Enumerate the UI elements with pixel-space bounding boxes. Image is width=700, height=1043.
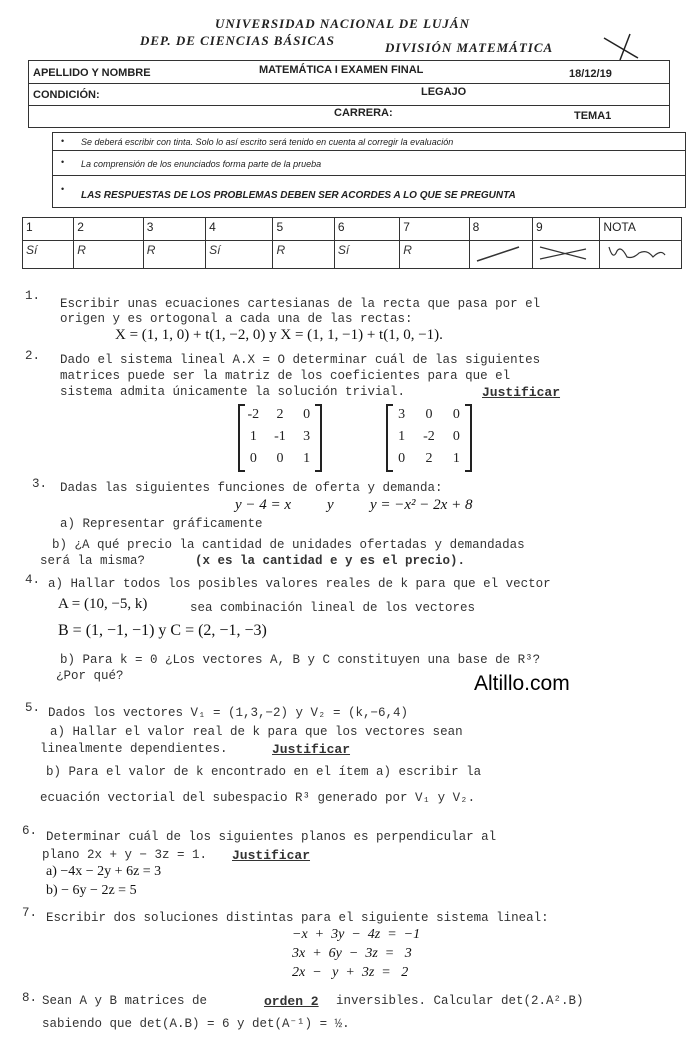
handwritten-grade-icon	[603, 243, 669, 263]
apellido-label: APELLIDO Y NOMBRE	[33, 67, 151, 79]
legajo-label: LEGAJO	[421, 86, 467, 98]
grid-answer-cell: R	[74, 241, 143, 269]
q5-part-b: b) Para el valor de k encontrado en el ítem a) escribir la	[46, 765, 482, 779]
q5-justify: Justificar	[272, 742, 351, 757]
q7-text: Escribir dos soluciones distintas para el siguiente sistema lineal:	[46, 911, 549, 925]
q2-number: 2.	[25, 349, 41, 363]
q5-number: 5.	[25, 701, 41, 715]
carrera-label: CARRERA:	[334, 107, 393, 119]
grid-header-cell: 2	[74, 218, 143, 241]
exam-date: 18/12/19	[569, 68, 612, 80]
q2-text: sistema admita únicamente la solución trivial.	[60, 385, 406, 399]
q3-part-b: será la misma?	[40, 554, 146, 568]
q3-separator: y	[327, 497, 334, 513]
student-info-box	[28, 60, 670, 128]
q6-plane-b: b) − 6y − 2z = 5	[46, 883, 137, 898]
grid-header-cell: 3	[143, 218, 205, 241]
slash-mark-icon	[473, 243, 523, 263]
altillo-watermark: Altillo.com	[474, 672, 570, 695]
q8-number: 8.	[22, 991, 38, 1005]
instruction-2: La comprensión de los enunciados forma parte de la prueba	[81, 159, 322, 169]
q3-number: 3.	[32, 477, 48, 491]
q4-vectors-bc: B = (1, −1, −1) y C = (2, −1, −3)	[58, 622, 267, 639]
grid-header-cell: 7	[400, 218, 469, 241]
q6-text: plano 2x + y − 3z = 1.	[42, 848, 208, 862]
grid-header-cell: 8	[469, 218, 532, 241]
grid-answer-cell	[600, 241, 682, 269]
q2-text: Dado el sistema lineal A.X = O determinar cuál de las siguientes	[60, 353, 541, 367]
q8-orden: orden 2	[264, 994, 319, 1009]
q8-text: inversibles. Calcular det(2.A².B)	[336, 994, 584, 1008]
q3-part-b-note: (x es la cantidad e y es el precio).	[195, 554, 466, 568]
grid-answer-cell	[469, 241, 532, 269]
grid-answer-cell: R	[400, 241, 469, 269]
q2-justify: Justificar	[482, 385, 561, 400]
q3-supply: y − 4 = x	[235, 497, 292, 513]
answer-grid	[22, 217, 682, 269]
instruction-1: Se deberá escribir con tinta. Solo lo así escrito será tenido en cuenta al corregir la evaluación	[81, 137, 454, 147]
q2-text: matrices puede ser la matriz de los coeficientes para que el	[60, 369, 511, 383]
instructions-box: • Se deberá escribir con tinta. Solo lo así escrito será tenido en cuenta al corregir la evaluación • La comprensión de los enunciados forma parte de la prueba • LAS RESPUESTAS DE LOS PROBLEMAS DEBEN SER ACORDES A LO QUE SE PREGUNTA	[52, 132, 686, 208]
q3-text: Dadas las siguientes funciones de oferta y demanda:	[60, 481, 443, 495]
q7-equation-2: 3x + 6y − 3z = 3	[292, 946, 412, 961]
q5-part-a: linealmente dependientes.	[40, 742, 228, 756]
q4-part-a: a) Hallar todos los posibles valores reales de k para que el vector	[48, 577, 551, 591]
q4-part-b: ¿Por qué?	[56, 669, 124, 683]
condicion-label: CONDICIÓN:	[33, 89, 100, 101]
q8-text: Sean A y B matrices de	[42, 994, 208, 1008]
q1-equations: X = (1, 1, 0) + t(1, −2, 0) y X = (1, 1, −1) + t(1, 0, −1).	[115, 327, 443, 343]
q6-plane-a: a) −4x − 2y + 6z = 3	[46, 864, 162, 879]
q4-vector-a: A = (10, −5, k)	[58, 596, 148, 612]
q4-number: 4.	[25, 573, 41, 587]
grid-answer-cell: Sí	[334, 241, 399, 269]
q3-demand: y = −x² − 2x + 8	[370, 497, 473, 513]
matrix-1: -2 2 0 1 -1 3 0 0 1	[238, 404, 322, 472]
q7-equation-1: −x + 3y − 4z = −1	[292, 927, 421, 942]
matrix-2: 3 0 0 1 -2 0 0 2 1	[386, 404, 472, 472]
division-name: DIVISIÓN MATEMÁTICA	[385, 40, 554, 55]
q1-number: 1.	[25, 289, 41, 303]
q3-part-a: a) Representar gráficamente	[60, 517, 263, 531]
q5-part-a: a) Hallar el valor real de k para que los vectores sean	[50, 725, 463, 739]
grid-header-cell: 4	[206, 218, 273, 241]
tema-label: TEMA1	[574, 110, 612, 122]
q7-number: 7.	[22, 906, 38, 920]
university-name: UNIVERSIDAD NACIONAL DE LUJÁN	[215, 16, 470, 31]
grid-header-cell: NOTA	[600, 218, 682, 241]
instruction-3: LAS RESPUESTAS DE LOS PROBLEMAS DEBEN SER ACORDES A LO QUE SE PREGUNTA	[81, 190, 516, 201]
grid-header-row	[23, 218, 682, 241]
grid-answer-cell: Sí	[206, 241, 273, 269]
grid-answer-cell	[533, 241, 600, 269]
cross-out-icon	[536, 243, 590, 263]
q1-text: Escribir unas ecuaciones cartesianas de la recta que pasa por el	[60, 297, 541, 311]
q4-part-a: sea combinación lineal de los vectores	[190, 601, 476, 615]
q3-part-b: b) ¿A qué precio la cantidad de unidades ofertadas y demandadas	[52, 538, 525, 552]
department-name: DEP. DE CIENCIAS BÁSICAS	[140, 33, 336, 48]
q1-text: origen y es ortogonal a cada una de las rectas:	[60, 312, 413, 326]
grid-header-cell: 1	[23, 218, 74, 241]
grid-header-cell: 6	[334, 218, 399, 241]
grid-header-cell: 9	[533, 218, 600, 241]
grid-answer-row	[23, 241, 682, 269]
q5-text: Dados los vectores V₁ = (1,3,−2) y V₂ = (k,−6,4)	[48, 706, 409, 720]
exam-title: MATEMÁTICA I EXAMEN FINAL	[259, 64, 424, 76]
grid-answer-cell: R	[143, 241, 205, 269]
q6-text: Determinar cuál de los siguientes planos es perpendicular al	[46, 830, 497, 844]
grid-answer-cell: Sí	[23, 241, 74, 269]
q6-justify: Justificar	[232, 848, 311, 863]
q5-part-b: ecuación vectorial del subespacio R³ generado por V₁ y V₂.	[40, 791, 476, 805]
grid-answer-cell: R	[273, 241, 334, 269]
q6-number: 6.	[22, 824, 38, 838]
grid-header-cell: 5	[273, 218, 334, 241]
q7-equation-3: 2x − y + 3z = 2	[292, 965, 409, 980]
q8-text: sabiendo que det(A.B) = 6 y det(A⁻¹) = ½.	[42, 1017, 350, 1031]
q4-part-b: b) Para k = 0 ¿Los vectores A, B y C constituyen una base de R³?	[60, 653, 541, 667]
